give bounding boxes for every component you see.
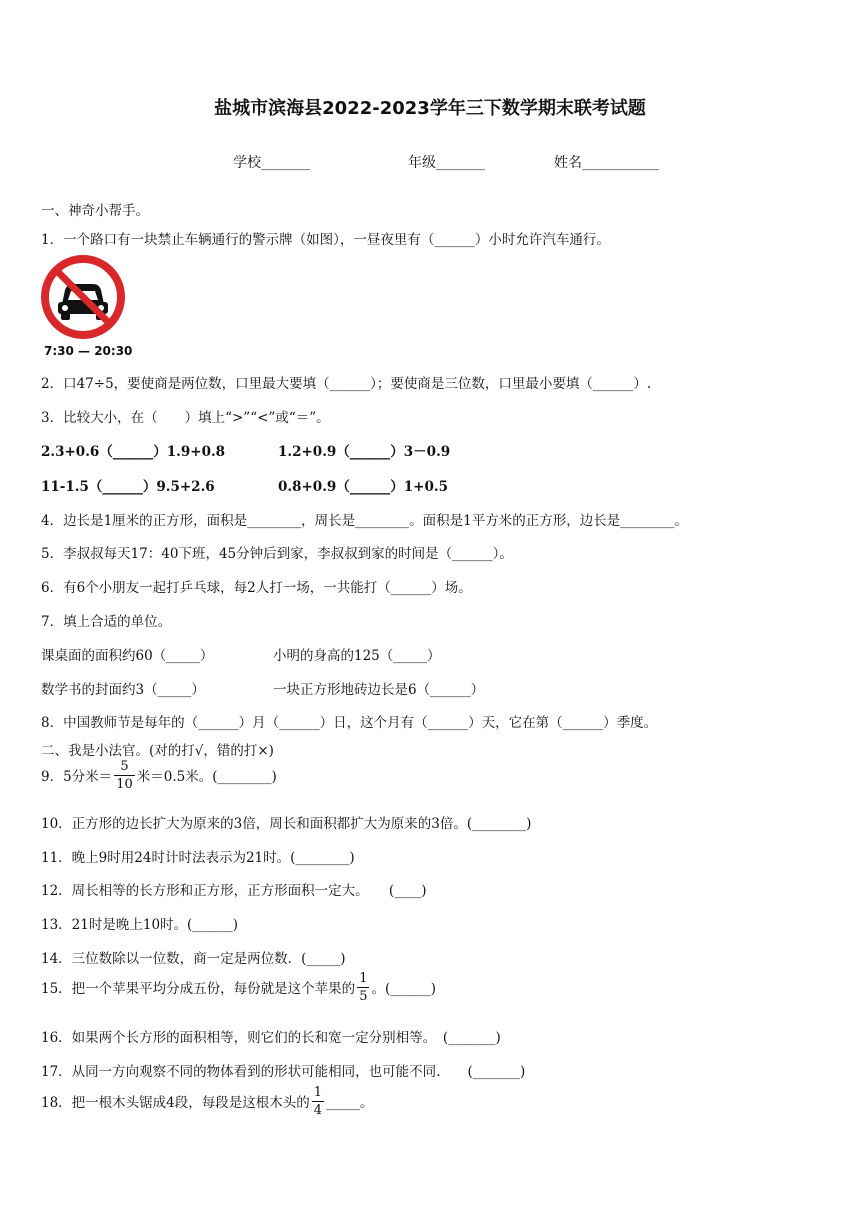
question-4: 4．边长是1厘米的正方形，面积是________，周长是________。面积是1平方米的正方形，边长是________。 <box>41 513 688 529</box>
school-field: 学校_______ <box>233 155 310 171</box>
question-17: 17．从同一方向观察不同的物体看到的形状可能相同，也可能不同. (_______) <box>41 1064 526 1080</box>
fraction-1-4 <box>312 1086 324 1117</box>
question-15-suffix: 。(______) <box>371 981 437 997</box>
fraction-1-5 <box>357 972 369 1003</box>
question-5: 5．李叔叔每天17：40下班，45分钟后到家，李叔叔到家的时间是（______）。 <box>41 546 513 562</box>
question-9-prefix: 9．5分米＝ <box>41 769 113 785</box>
fraction-numerator: 1 <box>359 971 368 986</box>
section-2-heading: 二、我是小法官。(对的打√，错的打×) <box>41 743 274 759</box>
fraction-denominator: 4 <box>313 1103 323 1118</box>
compare-item-a: 2.3+0.6（______）1.9+0.8 <box>41 444 226 460</box>
question-7: 7．填上合适的单位。 <box>41 614 172 630</box>
unit-item-a: 课桌面的面积约60（_____） <box>41 648 214 664</box>
question-18-suffix: _____。 <box>326 1095 374 1111</box>
fraction-numerator: 5 <box>114 760 135 776</box>
question-10: 10．正方形的边长扩大为原来的3倍，周长和面积都扩大为原来的3倍。(________) <box>41 816 532 832</box>
compare-item-d: 0.8+0.9（______）1+0.5 <box>278 479 448 495</box>
compare-item-b: 1.2+0.9（______）3－0.9 <box>278 444 451 460</box>
unit-item-c: 数学书的封面约3（_____） <box>41 682 205 698</box>
question-8: 8．中国教师节是每年的（______）月（______）日，这个月有（______）天，它在第（______）季度。 <box>41 715 658 731</box>
compare-item-c: 11-1.5（______）9.5+2.6 <box>41 479 215 495</box>
question-2: 2．口47÷5，要使商是两位数，口里最大要填（______）；要使商是三位数，口里最小要填（______）. <box>41 376 652 392</box>
question-3: 3．比较大小，在（ ）填上“>”“<”或“＝”。 <box>41 410 330 426</box>
question-15-prefix: 15．把一个苹果平均分成五份，每份就是这个苹果的 <box>41 981 356 997</box>
question-9 <box>41 759 277 793</box>
unit-item-b: 小明的身高的125（_____） <box>273 648 441 664</box>
question-12: 12．周长相等的长方形和正方形，正方形面积一定大。 (____) <box>41 883 427 899</box>
name-field: 姓名___________ <box>554 155 659 171</box>
question-14: 14．三位数除以一位数，商一定是两位数．(_____) <box>41 951 346 967</box>
question-18 <box>41 1085 374 1119</box>
question-1: 1．一个路口有一块禁止车辆通行的警示牌（如图），一昼夜里有（______）小时允许汽车通行。 <box>41 232 610 248</box>
fraction-denominator: 10 <box>116 777 133 792</box>
grade-field: 年级_______ <box>408 155 485 171</box>
question-6: 6．有6个小朋友一起打乒乓球，每2人打一场，一共能打（______）场。 <box>41 580 472 596</box>
no-vehicles-sign-icon <box>40 254 126 340</box>
question-9-suffix: 米＝0.5米。(________) <box>136 769 277 785</box>
fraction-numerator: 1 <box>313 1085 323 1100</box>
section-1-heading: 一、神奇小帮手。 <box>41 203 149 219</box>
unit-item-d: 一块正方形地砖边长是6（______） <box>273 682 485 698</box>
question-13: 13．21时是晚上10时。(______) <box>41 917 239 933</box>
question-15 <box>41 971 437 1005</box>
fraction-5-10 <box>114 760 135 791</box>
exam-title: 盐城市滨海县2022-2023学年三下数学期末联考试题 <box>214 98 646 119</box>
question-18-prefix: 18．把一根木头锯成4段，每段是这根木头的 <box>41 1095 310 1111</box>
question-16: 16．如果两个长方形的面积相等，则它们的长和宽一定分别相等。 (_______) <box>41 1030 501 1046</box>
fraction-denominator: 5 <box>359 989 368 1004</box>
sign-time-caption: 7:30 — 20:30 <box>44 344 133 358</box>
question-11: 11．晚上9时用24时计时法表示为21时。(________) <box>41 850 355 866</box>
